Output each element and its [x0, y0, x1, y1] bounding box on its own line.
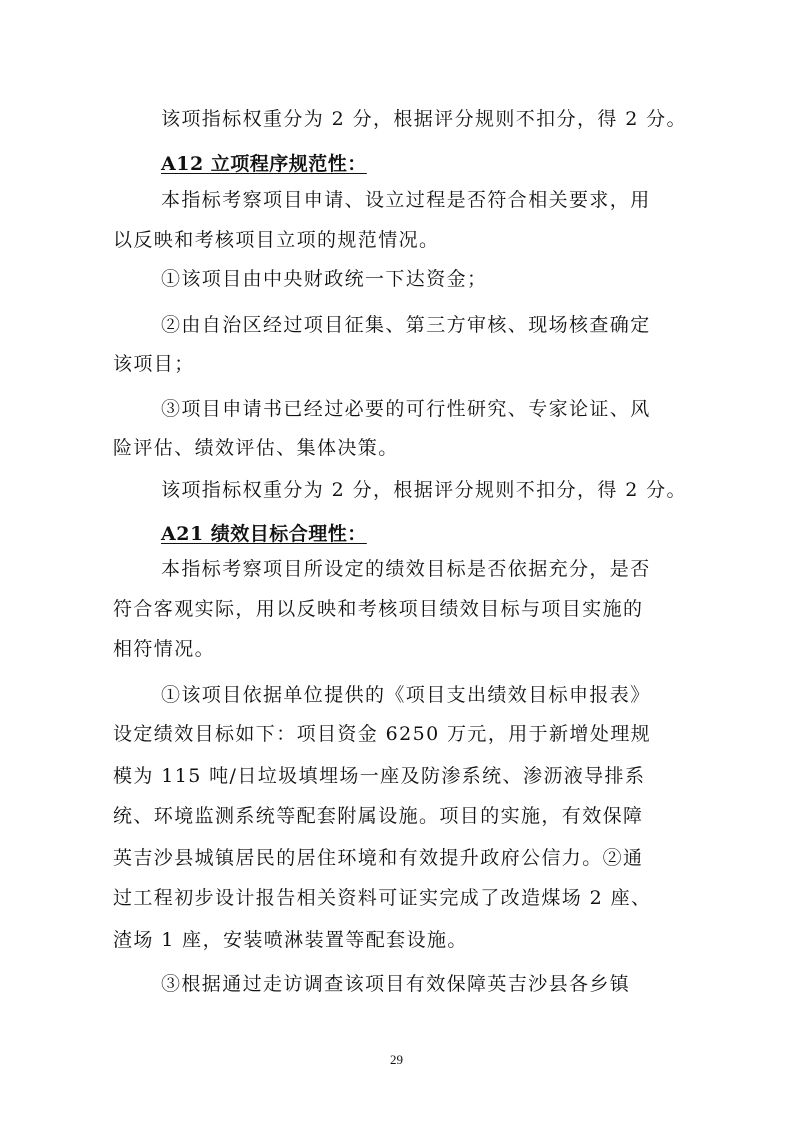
paragraph-line: 险评估、绩效评估、集体决策。: [113, 437, 399, 459]
paragraph-line: 统、环境监测系统等配套附属设施。项目的实施，有效保障: [113, 805, 644, 827]
paragraph-line: ①该项目依据单位提供的《项目支出绩效目标申报表》: [161, 684, 651, 706]
list-item-1: ①该项目由中央财政统一下达资金；: [161, 268, 488, 290]
paragraph-line: 符合客观实际，用以反映和考核项目绩效目标与项目实施的: [113, 598, 644, 620]
paragraph-line: 该项目；: [113, 353, 195, 375]
paragraph-line: 本指标考察项目所设定的绩效目标是否依据充分，是否: [161, 558, 651, 580]
paragraph-line: 以反映和考核项目立项的规范情况。: [113, 229, 440, 251]
paragraph-line: 该项指标权重分为 2 分，根据评分规则不扣分，得 2 分。: [161, 479, 687, 501]
paragraph-line: 设定绩效目标如下：项目资金 6250 万元，用于新增处理规: [113, 723, 652, 745]
paragraph-line: 渣场 1 座，安装喷淋装置等配套设施。: [113, 929, 468, 951]
paragraph-line: 过工程初步设计报告相关资料可证实完成了改造煤场 2 座、: [113, 887, 652, 909]
list-item-2: ②由自治区经过项目征集、第三方审核、现场核查确定: [161, 314, 651, 336]
paragraph-line: 相符情况。: [113, 638, 216, 660]
paragraph-line: 英吉沙县城镇居民的居住环境和有效提升政府公信力。②通: [113, 847, 644, 869]
paragraph-line: 本指标考察项目申请、设立过程是否符合相关要求，用: [161, 189, 651, 211]
section-heading-a12: A12 立项程序规范性：: [161, 153, 367, 175]
page-number: 29: [390, 1052, 403, 1067]
paragraph-line: 该项指标权重分为 2 分，根据评分规则不扣分，得 2 分。: [161, 108, 687, 130]
list-item-3: ③项目申请书已经过必要的可行性研究、专家论证、风: [161, 398, 651, 420]
paragraph-line: ③根据通过走访调查该项目有效保障英吉沙县各乡镇: [161, 973, 631, 995]
paragraph-line: 模为 115 吨/日垃圾填埋场一座及防渗系统、渗沥液导排系: [113, 765, 646, 787]
section-heading-a21: A21 绩效目标合理性：: [161, 523, 367, 545]
